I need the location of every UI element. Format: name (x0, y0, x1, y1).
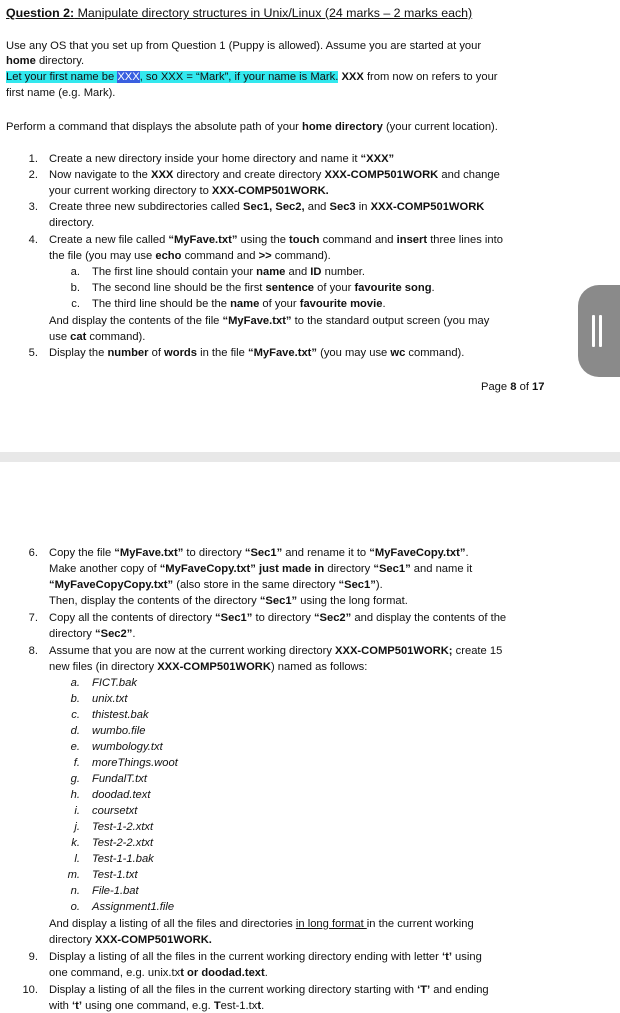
file-name: wumbology.txt (92, 741, 163, 753)
question-8-line-2: new files (in directory XXX-COMP501WORK) named as follows: (49, 661, 368, 673)
intro-line-3: Let your first name be XXX, so XXX = “Mark”, if your name is Mark. XXX from now on refers to your (6, 71, 498, 83)
subitem-letter: a. (70, 266, 80, 278)
page-gap (0, 452, 620, 462)
item-number: 10. (22, 984, 38, 996)
subitem-letter: c. (71, 298, 80, 310)
file-name: Test-2-2.xtxt (92, 837, 154, 849)
intro-line-4: first name (e.g. Mark). (6, 87, 116, 99)
file-name: unix.txt (92, 693, 128, 705)
file-name: doodad.text (92, 789, 151, 801)
item-number: 3. (28, 201, 38, 213)
question-3-line-1: Create three new subdirectories called Sec1, Sec2, and Sec3 in XXX-COMP501WORK (49, 201, 485, 213)
file-letter: e. (70, 741, 80, 753)
file-name: FundalT.txt (92, 773, 147, 785)
item-number: 9. (28, 951, 38, 963)
scrollbar-handle[interactable] (578, 285, 620, 377)
subitem-letter: b. (70, 282, 80, 294)
file-letter: c. (71, 709, 80, 721)
file-name: Assignment1.file (92, 901, 175, 913)
question-8-line-4: directory XXX-COMP501WORK. (49, 934, 212, 946)
item-number: 8. (28, 645, 38, 657)
file-name: Test-1-1.bak (92, 853, 154, 865)
question-6-line-1: Copy the file “MyFave.txt” to directory “Sec1” and rename it to “MyFaveCopy.txt”. (49, 547, 469, 559)
file-name: thistest.bak (92, 709, 149, 721)
file-name: File-1.bat (92, 885, 139, 897)
page-number: Page 8 of 17 (481, 381, 545, 393)
item-number: 7. (28, 612, 38, 624)
question-8-line-3: And display a listing of all the files and directories in long format in the current working (49, 918, 474, 930)
file-name: FICT.bak (92, 677, 137, 689)
question-8-line-1: Assume that you are now at the current working directory XXX-COMP501WORK; create 15 (49, 645, 503, 657)
question-3-line-2: directory. (49, 217, 95, 229)
question-4c: The third line should be the name of your favourite movie. (92, 298, 386, 310)
question-9-line-1: Display a listing of all the files in the current working directory ending with letter ‘t’ using (49, 951, 482, 963)
file-letter: o. (70, 901, 80, 913)
item-number: 1. (28, 153, 38, 165)
file-name: moreThings.woot (92, 757, 178, 769)
item-number: 5. (28, 347, 38, 359)
item-number: 4. (28, 234, 38, 246)
question-10-line-1: Display a listing of all the files in the current working directory starting with ‘T’ and ending (49, 984, 489, 996)
question-4-line-2: the file (you may use echo command and >> command). (49, 250, 331, 262)
question-7-line-2: directory “Sec2”. (49, 628, 136, 640)
question-heading: Question 2: Manipulate directory structures in Unix/Linux (24 marks – 2 marks each) (6, 6, 473, 20)
file-letter: a. (70, 677, 80, 689)
question-6-line-3: “MyFaveCopyCopy.txt” (also store in the same directory “Sec1”). (49, 579, 383, 591)
item-number: 2. (28, 169, 38, 181)
file-letter: b. (70, 693, 80, 705)
file-name: coursetxt (92, 805, 138, 817)
question-2-line-2: your current working directory to XXX-COMP501WORK. (49, 185, 329, 197)
intro-line-2: home directory. (6, 55, 85, 67)
question-9-line-2: one command, e.g. unix.txt or doodad.text. (49, 967, 268, 979)
question-6-line-4: Then, display the contents of the directory “Sec1” using the long format. (49, 595, 408, 607)
question-10-line-2: with ‘t’ using one command, e.g. Test-1.txt. (49, 1000, 265, 1012)
file-letter: j. (74, 821, 80, 833)
perform-instruction: Perform a command that displays the absolute path of your home directory (your current location). (6, 121, 498, 133)
question-4b: The second line should be the first sentence of your favourite song. (92, 282, 435, 294)
item-number: 6. (28, 547, 38, 559)
file-letter: l. (74, 853, 80, 865)
file-name: Test-1.txt (92, 869, 138, 881)
question-4-line-3: And display the contents of the file “MyFave.txt” to the standard output screen (you may (49, 315, 490, 327)
question-6-line-2: Make another copy of “MyFaveCopy.txt” just made in directory “Sec1” and name it (49, 563, 473, 575)
file-letter: k. (71, 837, 80, 849)
file-letter: g. (70, 773, 80, 785)
intro-line-1: Use any OS that you set up from Question 1 (Puppy is allowed). Assume you are started at your (6, 40, 482, 52)
file-letter: n. (70, 885, 80, 897)
grip-line-icon (592, 315, 595, 347)
document-page-8 (0, 0, 620, 452)
question-4-line-1: Create a new file called “MyFave.txt” using the touch command and insert three lines into (49, 234, 503, 246)
question-7-line-1: Copy all the contents of directory “Sec1” to directory “Sec2” and display the contents of the (49, 612, 507, 624)
file-letter: m. (67, 869, 80, 881)
file-letter: f. (73, 757, 80, 769)
question-1: Create a new directory inside your home directory and name it “XXX” (49, 153, 395, 165)
file-name: wumbo.file (92, 725, 146, 737)
file-letter: h. (70, 789, 80, 801)
question-2-line-1: Now navigate to the XXX directory and create directory XXX-COMP501WORK and change (49, 169, 500, 181)
question-4-line-4: use cat command). (49, 331, 146, 343)
file-letter: i. (74, 805, 80, 817)
highlighted-text: Let your first name be XXX, so XXX = “Mark”, if your name is Mark. (6, 71, 339, 83)
file-name: Test-1-2.xtxt (92, 821, 154, 833)
grip-line-icon (599, 315, 602, 347)
file-letter: d. (70, 725, 80, 737)
document-page-9 (0, 462, 620, 1013)
question-5: Display the number of words in the file “MyFave.txt” (you may use wc command). (49, 347, 465, 359)
question-4a: The first line should contain your name and ID number. (92, 266, 366, 278)
